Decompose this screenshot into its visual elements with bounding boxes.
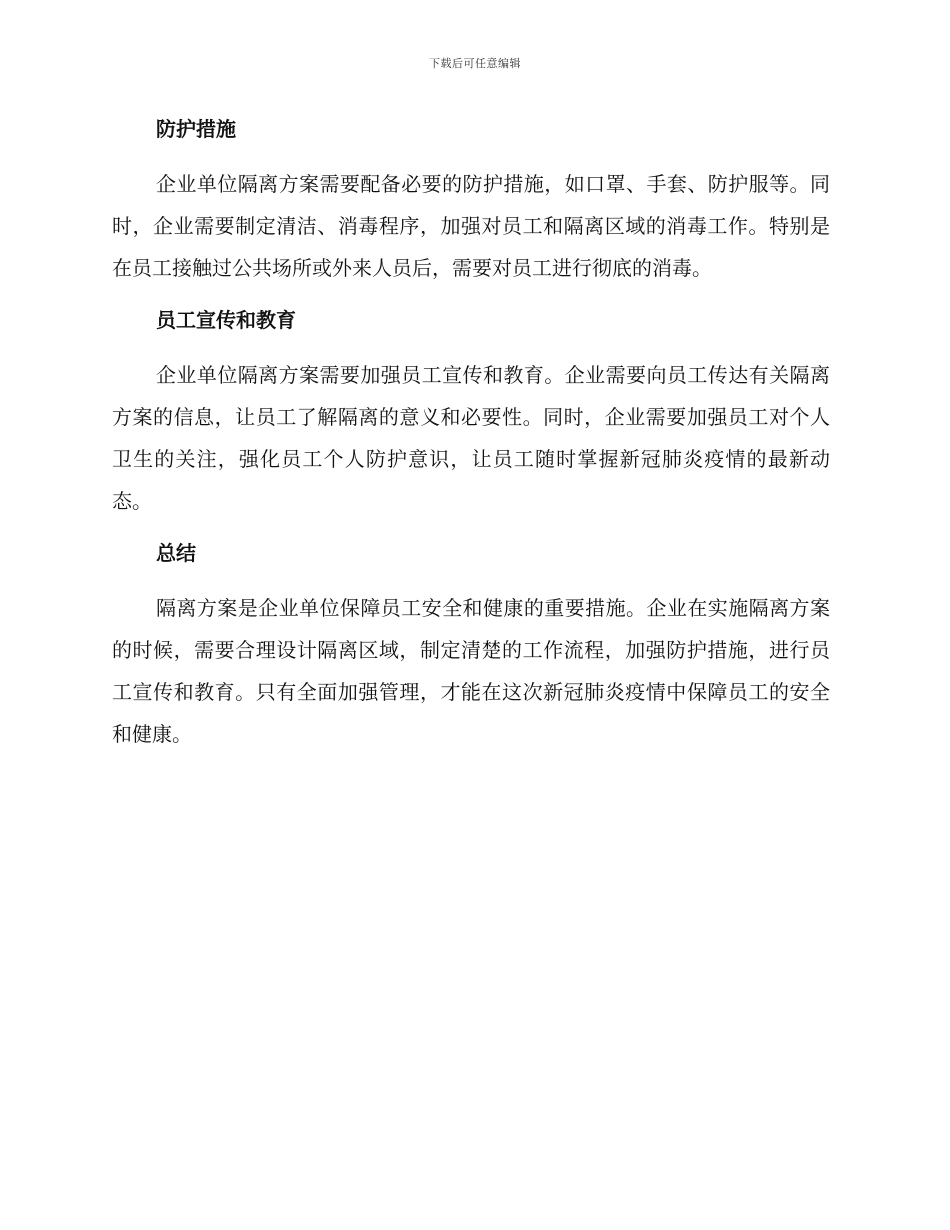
section-heading-protection: 防护措施 [156, 117, 236, 141]
section-paragraph-protection: 企业单位隔离方案需要配备必要的防护措施，如口罩、手套、防护服等。同时，企业需要制定清洁、消毒程序，加强对员工和隔离区域的消毒工作。特别是在员工接触过公共场所或外来人员后，需要对员工进行彻底的消毒。 [112, 172, 830, 280]
header-note: 下载后可任意编辑 [429, 57, 521, 70]
section-paragraph-education: 企业单位隔离方案需要加强员工宣传和教育。企业需要向员工传达有关隔离方案的信息，让员工了解隔离的意义和必要性。同时，企业需要加强员工对个人卫生的关注，强化员工个人防护意识，让员工随时掌握新冠肺炎疫情的最新动态。 [112, 363, 830, 513]
section-paragraph-summary: 隔离方案是企业单位保障员工安全和健康的重要措施。企业在实施隔离方案的时候，需要合理设计隔离区域，制定清楚的工作流程，加强防护措施，进行员工宣传和教育。只有全面加强管理，才能在这次新冠肺炎疫情中保障员工的安全和健康。 [112, 596, 830, 746]
section-heading-summary: 总结 [156, 541, 196, 565]
section-heading-education: 员工宣传和教育 [156, 308, 296, 332]
document-body [112, 112, 830, 755]
